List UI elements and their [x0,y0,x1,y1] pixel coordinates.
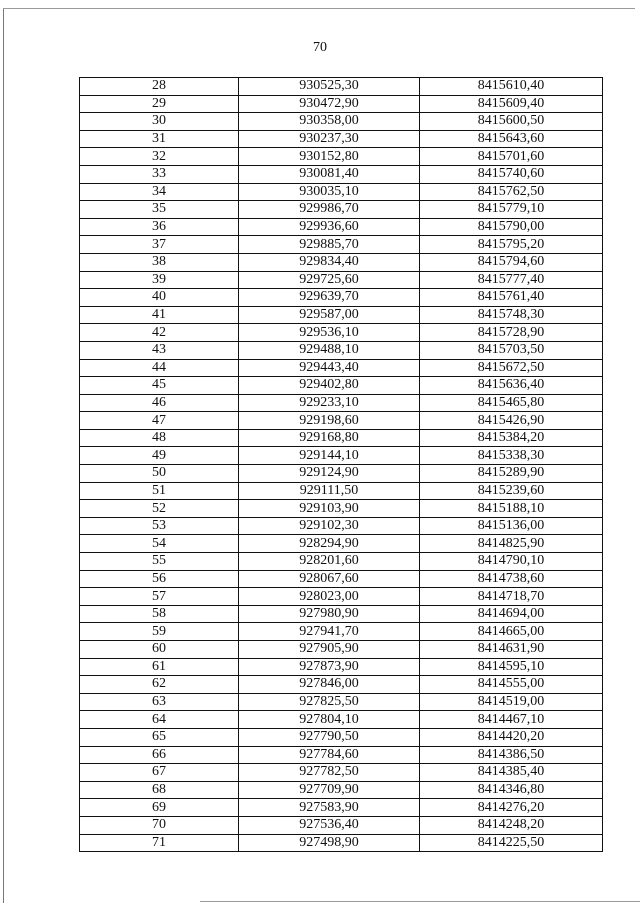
x-coordinate-cell: 927905,90 [239,641,420,659]
table-row [80,676,603,694]
table-row [80,570,603,588]
table-row [80,236,603,254]
x-coordinate-cell: 929102,30 [239,517,420,535]
point-number-cell: 60 [80,641,239,659]
table-row [80,553,603,571]
point-number-cell: 47 [80,412,239,430]
point-number-cell: 49 [80,447,239,465]
point-number-cell: 40 [80,289,239,307]
x-coordinate-cell: 928294,90 [239,535,420,553]
point-number-cell: 39 [80,271,239,289]
y-coordinate-cell: 8414467,10 [420,711,603,729]
table-row [80,482,603,500]
y-coordinate-cell: 8414346,80 [420,781,603,799]
table-row [80,394,603,412]
y-coordinate-cell: 8415136,00 [420,517,603,535]
y-coordinate-cell: 8414420,20 [420,728,603,746]
coordinates-table-body [80,78,603,852]
y-coordinate-cell: 8414555,00 [420,676,603,694]
table-row [80,447,603,465]
x-coordinate-cell: 929885,70 [239,236,420,254]
y-coordinate-cell: 8415795,20 [420,236,603,254]
point-number-cell: 69 [80,799,239,817]
x-coordinate-cell: 929111,50 [239,482,420,500]
table-row [80,429,603,447]
x-coordinate-cell: 927498,90 [239,834,420,852]
table-row [80,78,603,96]
x-coordinate-cell: 929198,60 [239,412,420,430]
y-coordinate-cell: 8415289,90 [420,465,603,483]
point-number-cell: 28 [80,78,239,96]
y-coordinate-cell: 8415790,00 [420,218,603,236]
y-coordinate-cell: 8414595,10 [420,658,603,676]
page-frame-bottom-edge [200,901,640,902]
y-coordinate-cell: 8414276,20 [420,799,603,817]
table-row [80,271,603,289]
y-coordinate-cell: 8414225,50 [420,834,603,852]
point-number-cell: 37 [80,236,239,254]
point-number-cell: 59 [80,623,239,641]
table-row [80,377,603,395]
x-coordinate-cell: 927782,50 [239,764,420,782]
point-number-cell: 34 [80,183,239,201]
x-coordinate-cell: 927941,70 [239,623,420,641]
table-row [80,183,603,201]
x-coordinate-cell: 927846,00 [239,676,420,694]
table-row [80,746,603,764]
y-coordinate-cell: 8415384,20 [420,429,603,447]
table-row [80,201,603,219]
y-coordinate-cell: 8414519,00 [420,693,603,711]
table-row [80,289,603,307]
y-coordinate-cell: 8415600,50 [420,113,603,131]
y-coordinate-cell: 8415643,60 [420,130,603,148]
table-row [80,359,603,377]
table-row [80,130,603,148]
y-coordinate-cell: 8415239,60 [420,482,603,500]
y-coordinate-cell: 8415338,30 [420,447,603,465]
table-row [80,412,603,430]
x-coordinate-cell: 930081,40 [239,165,420,183]
x-coordinate-cell: 927784,60 [239,746,420,764]
point-number-cell: 55 [80,553,239,571]
table-row [80,711,603,729]
x-coordinate-cell: 927709,90 [239,781,420,799]
table-row [80,535,603,553]
point-number-cell: 57 [80,588,239,606]
point-number-cell: 65 [80,728,239,746]
y-coordinate-cell: 8415748,30 [420,306,603,324]
table-row [80,764,603,782]
table-row [80,95,603,113]
y-coordinate-cell: 8415465,80 [420,394,603,412]
point-number-cell: 30 [80,113,239,131]
y-coordinate-cell: 8415610,40 [420,78,603,96]
table-row [80,799,603,817]
y-coordinate-cell: 8415779,10 [420,201,603,219]
y-coordinate-cell: 8415777,40 [420,271,603,289]
y-coordinate-cell: 8414386,50 [420,746,603,764]
x-coordinate-cell: 928023,00 [239,588,420,606]
point-number-cell: 63 [80,693,239,711]
table-row [80,641,603,659]
x-coordinate-cell: 927804,10 [239,711,420,729]
point-number-cell: 56 [80,570,239,588]
table-row [80,728,603,746]
table-row [80,781,603,799]
coordinates-table [79,77,603,852]
y-coordinate-cell: 8415703,50 [420,341,603,359]
table-row [80,658,603,676]
table-row [80,148,603,166]
table-row [80,588,603,606]
x-coordinate-cell: 927825,50 [239,693,420,711]
x-coordinate-cell: 929725,60 [239,271,420,289]
y-coordinate-cell: 8415762,50 [420,183,603,201]
point-number-cell: 32 [80,148,239,166]
point-number-cell: 38 [80,253,239,271]
y-coordinate-cell: 8414665,00 [420,623,603,641]
table-row [80,816,603,834]
y-coordinate-cell: 8414694,00 [420,605,603,623]
x-coordinate-cell: 929536,10 [239,324,420,342]
point-number-cell: 54 [80,535,239,553]
x-coordinate-cell: 927536,40 [239,816,420,834]
x-coordinate-cell: 929936,60 [239,218,420,236]
y-coordinate-cell: 8415794,60 [420,253,603,271]
y-coordinate-cell: 8414718,70 [420,588,603,606]
table-row [80,500,603,518]
y-coordinate-cell: 8414631,90 [420,641,603,659]
x-coordinate-cell: 930035,10 [239,183,420,201]
table-row [80,623,603,641]
page-frame-top-edge [3,8,635,9]
y-coordinate-cell: 8414825,90 [420,535,603,553]
y-coordinate-cell: 8415701,60 [420,148,603,166]
table-row [80,517,603,535]
y-coordinate-cell: 8415740,60 [420,165,603,183]
point-number-cell: 70 [80,816,239,834]
table-row [80,218,603,236]
point-number-cell: 58 [80,605,239,623]
point-number-cell: 36 [80,218,239,236]
point-number-cell: 71 [80,834,239,852]
x-coordinate-cell: 929986,70 [239,201,420,219]
x-coordinate-cell: 927583,90 [239,799,420,817]
point-number-cell: 66 [80,746,239,764]
point-number-cell: 31 [80,130,239,148]
y-coordinate-cell: 8415728,90 [420,324,603,342]
x-coordinate-cell: 929124,90 [239,465,420,483]
y-coordinate-cell: 8415636,40 [420,377,603,395]
point-number-cell: 61 [80,658,239,676]
x-coordinate-cell: 930152,80 [239,148,420,166]
x-coordinate-cell: 927790,50 [239,728,420,746]
y-coordinate-cell: 8415426,90 [420,412,603,430]
y-coordinate-cell: 8415672,50 [420,359,603,377]
y-coordinate-cell: 8415609,40 [420,95,603,113]
y-coordinate-cell: 8415188,10 [420,500,603,518]
x-coordinate-cell: 929488,10 [239,341,420,359]
point-number-cell: 46 [80,394,239,412]
table-row [80,693,603,711]
x-coordinate-cell: 930358,00 [239,113,420,131]
point-number-cell: 45 [80,377,239,395]
table-row [80,253,603,271]
x-coordinate-cell: 928201,60 [239,553,420,571]
page-number: 70 [313,40,327,55]
x-coordinate-cell: 928067,60 [239,570,420,588]
x-coordinate-cell: 930472,90 [239,95,420,113]
point-number-cell: 33 [80,165,239,183]
x-coordinate-cell: 929443,40 [239,359,420,377]
point-number-cell: 68 [80,781,239,799]
point-number-cell: 42 [80,324,239,342]
x-coordinate-cell: 929144,10 [239,447,420,465]
point-number-cell: 53 [80,517,239,535]
x-coordinate-cell: 930525,30 [239,78,420,96]
x-coordinate-cell: 929402,80 [239,377,420,395]
point-number-cell: 67 [80,764,239,782]
point-number-cell: 51 [80,482,239,500]
point-number-cell: 35 [80,201,239,219]
table-row [80,306,603,324]
point-number-cell: 62 [80,676,239,694]
page-frame-left-edge [3,8,4,903]
x-coordinate-cell: 927873,90 [239,658,420,676]
x-coordinate-cell: 929587,00 [239,306,420,324]
x-coordinate-cell: 930237,30 [239,130,420,148]
point-number-cell: 48 [80,429,239,447]
table-row [80,465,603,483]
table-row [80,834,603,852]
y-coordinate-cell: 8414738,60 [420,570,603,588]
point-number-cell: 64 [80,711,239,729]
y-coordinate-cell: 8415761,40 [420,289,603,307]
x-coordinate-cell: 929168,80 [239,429,420,447]
point-number-cell: 50 [80,465,239,483]
table-row [80,113,603,131]
y-coordinate-cell: 8414385,40 [420,764,603,782]
x-coordinate-cell: 927980,90 [239,605,420,623]
table-row [80,341,603,359]
x-coordinate-cell: 929103,90 [239,500,420,518]
table-row [80,165,603,183]
point-number-cell: 52 [80,500,239,518]
x-coordinate-cell: 929834,40 [239,253,420,271]
point-number-cell: 43 [80,341,239,359]
table-row [80,324,603,342]
x-coordinate-cell: 929639,70 [239,289,420,307]
point-number-cell: 44 [80,359,239,377]
x-coordinate-cell: 929233,10 [239,394,420,412]
point-number-cell: 41 [80,306,239,324]
table-row [80,605,603,623]
y-coordinate-cell: 8414790,10 [420,553,603,571]
y-coordinate-cell: 8414248,20 [420,816,603,834]
point-number-cell: 29 [80,95,239,113]
